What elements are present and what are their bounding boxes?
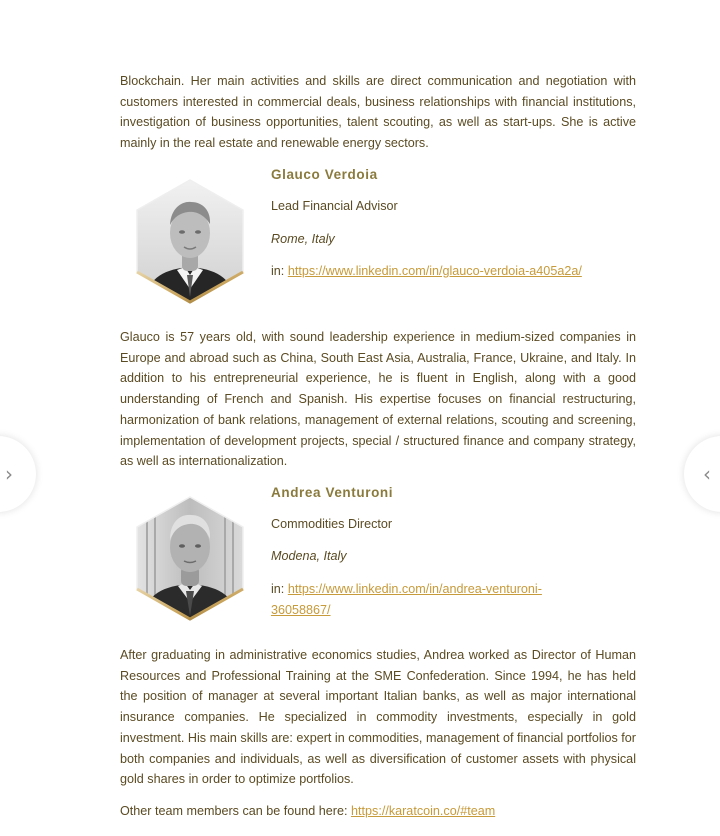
footer-prefix: Other team members can be found here: <box>120 804 352 818</box>
person-bio: Glauco is 57 years old, with sound leadership experience in medium-sized companies in Europe and abroad such as China, South East Asia, Australia, France, Ukraine, and Italy. In addition to his entrepreneurial experience, he is fluent in English, along with a good understanding of French and Spanish. His expertise focuses on financial restructuring, harmonization of bank relations, management of external relations, scouting and screening, implementation of development projects, special / structured finance and company strategy, as well as internationalization. <box>120 330 636 469</box>
chevron-left-icon: ‹ <box>703 462 711 486</box>
next-page-button[interactable] <box>684 436 720 512</box>
linkedin-link[interactable]: https://www.linkedin.com/in/glauco-verdoia-a405a2a/ <box>287 264 582 278</box>
previous-page-button[interactable] <box>0 436 36 512</box>
person-linkedin-line <box>271 261 582 281</box>
footer-line <box>120 801 495 821</box>
person-name: Andrea Venturoni <box>271 485 394 500</box>
person-role: Lead Financial Advisor <box>271 199 398 213</box>
person-location: Modena, Italy <box>271 549 347 563</box>
linkedin-prefix: in: <box>271 264 288 278</box>
andrea-venturoni-photo <box>133 494 247 622</box>
glauco-verdoia-photo <box>133 177 247 305</box>
person-name: Glauco Verdoia <box>271 167 378 182</box>
linkedin-prefix: in: <box>271 582 288 596</box>
intro-paragraph: Blockchain. Her main activities and skills are direct communication and negotiation with customers interested in commercial deals, business relationships with financial institutions, investigation of business opportunities, talent scouting, as well as start-ups. She is active mainly in the real estate and renewable energy sectors. <box>120 74 636 151</box>
person-linkedin-line <box>271 579 542 599</box>
linkedin-link[interactable]: https://www.linkedin.com/in/andrea-venturoni- <box>287 582 542 596</box>
person-bio: After graduating in administrative economics studies, Andrea worked as Director of Human Resources and Professional Training at the SME Confederation. Since 1994, he has held the position of manager at several important Italian banks, as well as major international insurance companies. He specialized in commodity investments, especially in gold investment. His main skills are: expert in commodities, management of financial portfolios for both companies and individuals, as well as diversification of customer assets with physical gold shares in order to optimize portfolios. <box>120 648 636 787</box>
team-link[interactable]: https://karatcoin.co/#team <box>351 804 496 818</box>
person-role: Commodities Director <box>271 517 393 531</box>
person-linkedin-line-2 <box>271 600 331 620</box>
person-location: Rome, Italy <box>271 232 335 246</box>
chevron-right-icon: › <box>5 462 13 486</box>
linkedin-link-continued[interactable]: 36058867/ <box>271 603 331 617</box>
